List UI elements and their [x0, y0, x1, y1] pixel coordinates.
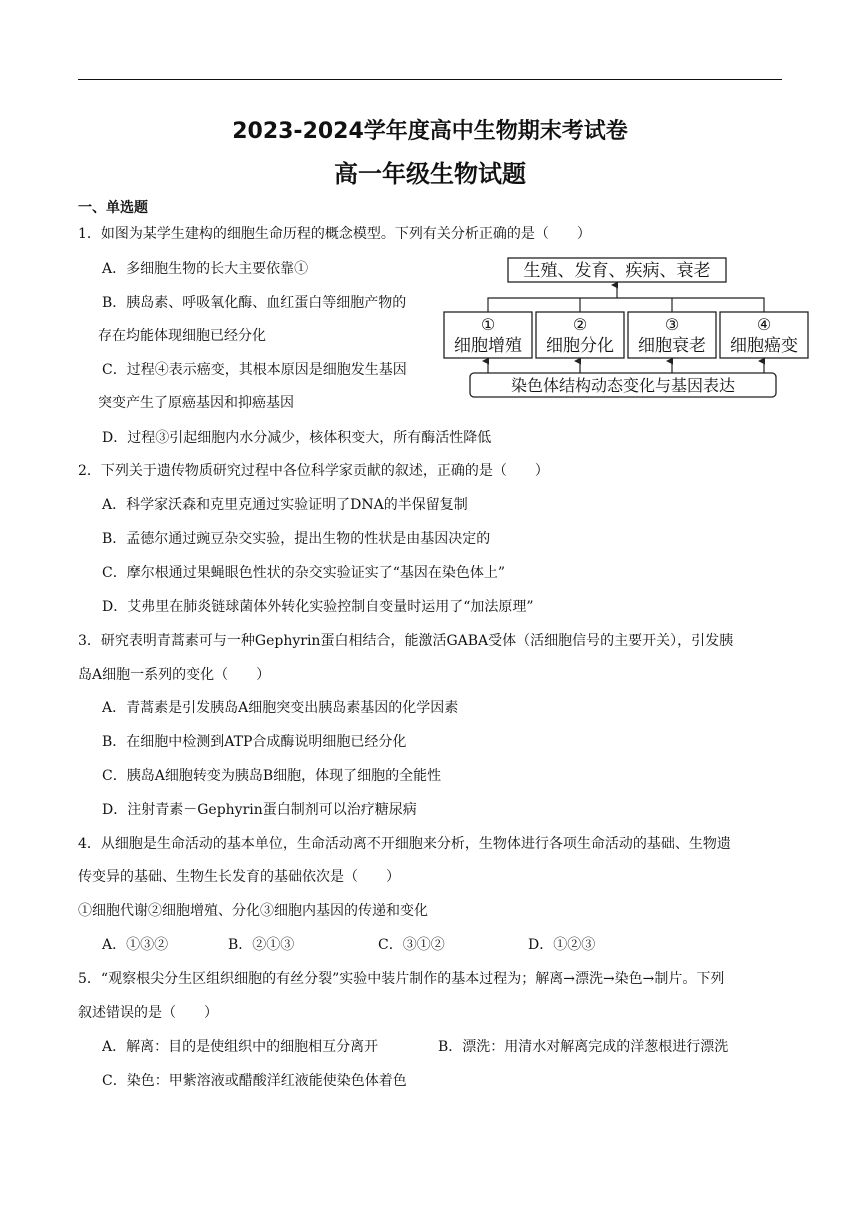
diagram-top-label: 生殖、发育、疾病、衰老: [523, 261, 711, 281]
question-4-stem: 4．从细胞是生命活动的基本单位，生命活动离不开细胞来分析，生物体进行各项生命活动的基础、生物遗: [78, 836, 731, 852]
question-5-stem: 5．“观察根尖分生区组织细胞的有丝分裂”实验中装片制作的基本过程为；解离→漂洗→染色→制片。下列: [78, 971, 725, 987]
q1-option-c: C．过程④表示癌变，其根本原因是细胞发生基因: [102, 362, 407, 378]
diagram-box-2-label: 细胞分化: [546, 336, 614, 356]
q3-option-d: D．注射青素－Gephyrin蛋白制剂可以治疗糖尿病: [102, 802, 417, 818]
q2-option-c: C．摩尔根通过果蝇眼色性状的杂交实验证实了“基因在染色体上”: [102, 565, 506, 581]
header-rule: [78, 79, 782, 80]
q3-option-b: B．在细胞中检测到ATP合成酶说明细胞已经分化: [102, 734, 407, 750]
diagram-box-3-num: ③: [664, 315, 680, 334]
exam-title: 2023-2024学年度高中生物期末考试卷: [232, 119, 628, 144]
q3-option-c: C．胰岛A细胞转变为胰岛B细胞，体现了细胞的全能性: [102, 768, 442, 784]
question-1-stem: 1．如图为某学生建构的细胞生命历程的概念模型。下列有关分析正确的是（ ）: [78, 226, 591, 242]
question-3-stem-cont: 岛A细胞一系列的变化（ ）: [78, 667, 271, 683]
q4-option-c: C．③①②: [378, 937, 445, 953]
diagram-box-1-num: ①: [480, 315, 496, 334]
diagram-box-4-num: ④: [756, 315, 772, 334]
cell-life-history-diagram: [440, 252, 820, 402]
question-4-items: ①细胞代谢②细胞增殖、分化③细胞内基因的传递和变化: [78, 903, 428, 919]
q2-option-b: B．孟德尔通过豌豆杂交实验，提出生物的性状是由基因决定的: [102, 531, 491, 547]
question-3-stem: 3．研究表明青蒿素可与一种Gephyrin蛋白相结合，能激活GABA受体（活细胞信号的主要开关），引发胰: [78, 633, 734, 649]
q1-option-d: D．过程③引起细胞内水分减少，核体积变大，所有酶活性降低: [102, 430, 492, 446]
question-5-stem-cont: 叙述错误的是（ ）: [78, 1005, 218, 1021]
question-2-stem: 2．下列关于遗传物质研究过程中各位科学家贡献的叙述，正确的是（ ）: [78, 463, 549, 479]
diagram-bottom-label: 染色体结构动态变化与基因表达: [510, 376, 736, 395]
q3-option-a: A．青蒿素是引发胰岛A细胞突变出胰岛素基因的化学因素: [102, 700, 459, 716]
q4-option-d: D．①②③: [528, 937, 596, 953]
q4-option-b: B．②①③: [228, 937, 295, 953]
q5-option-b: B．漂洗：用清水对解离完成的洋葱根进行漂洗: [438, 1039, 729, 1055]
q5-option-a: A．解离：目的是使组织中的细胞相互分离开: [102, 1039, 379, 1055]
diagram-box-1-label: 细胞增殖: [454, 336, 522, 356]
diagram-box-3-label: 细胞衰老: [638, 336, 706, 356]
q2-option-a: A．科学家沃森和克里克通过实验证明了DNA的半保留复制: [102, 497, 468, 513]
q1-option-c-cont: 突变产生了原癌基因和抑癌基因: [98, 395, 294, 411]
diagram-box-4-label: 细胞癌变: [730, 336, 798, 356]
q1-option-a: A．多细胞生物的长大主要依靠①: [102, 261, 309, 277]
q2-option-d: D．艾弗里在肺炎链球菌体外转化实验控制自变量时运用了“加法原理”: [102, 599, 534, 615]
q5-option-c: C．染色：甲紫溶液或醋酸洋红液能使染色体着色: [102, 1073, 407, 1089]
q4-option-a: A．①③②: [102, 937, 169, 953]
q1-option-b: B．胰岛素、呼吸氧化酶、血红蛋白等细胞产物的: [102, 295, 407, 311]
diagram-box-2-num: ②: [572, 315, 588, 334]
section-heading: 一、单选题: [78, 200, 148, 216]
q1-option-b-cont: 存在均能体现细胞已经分化: [98, 328, 266, 344]
question-4-stem-cont: 传变异的基础、生物生长发育的基础依次是（ ）: [78, 869, 400, 885]
exam-subtitle: 高一年级生物试题: [334, 160, 526, 188]
